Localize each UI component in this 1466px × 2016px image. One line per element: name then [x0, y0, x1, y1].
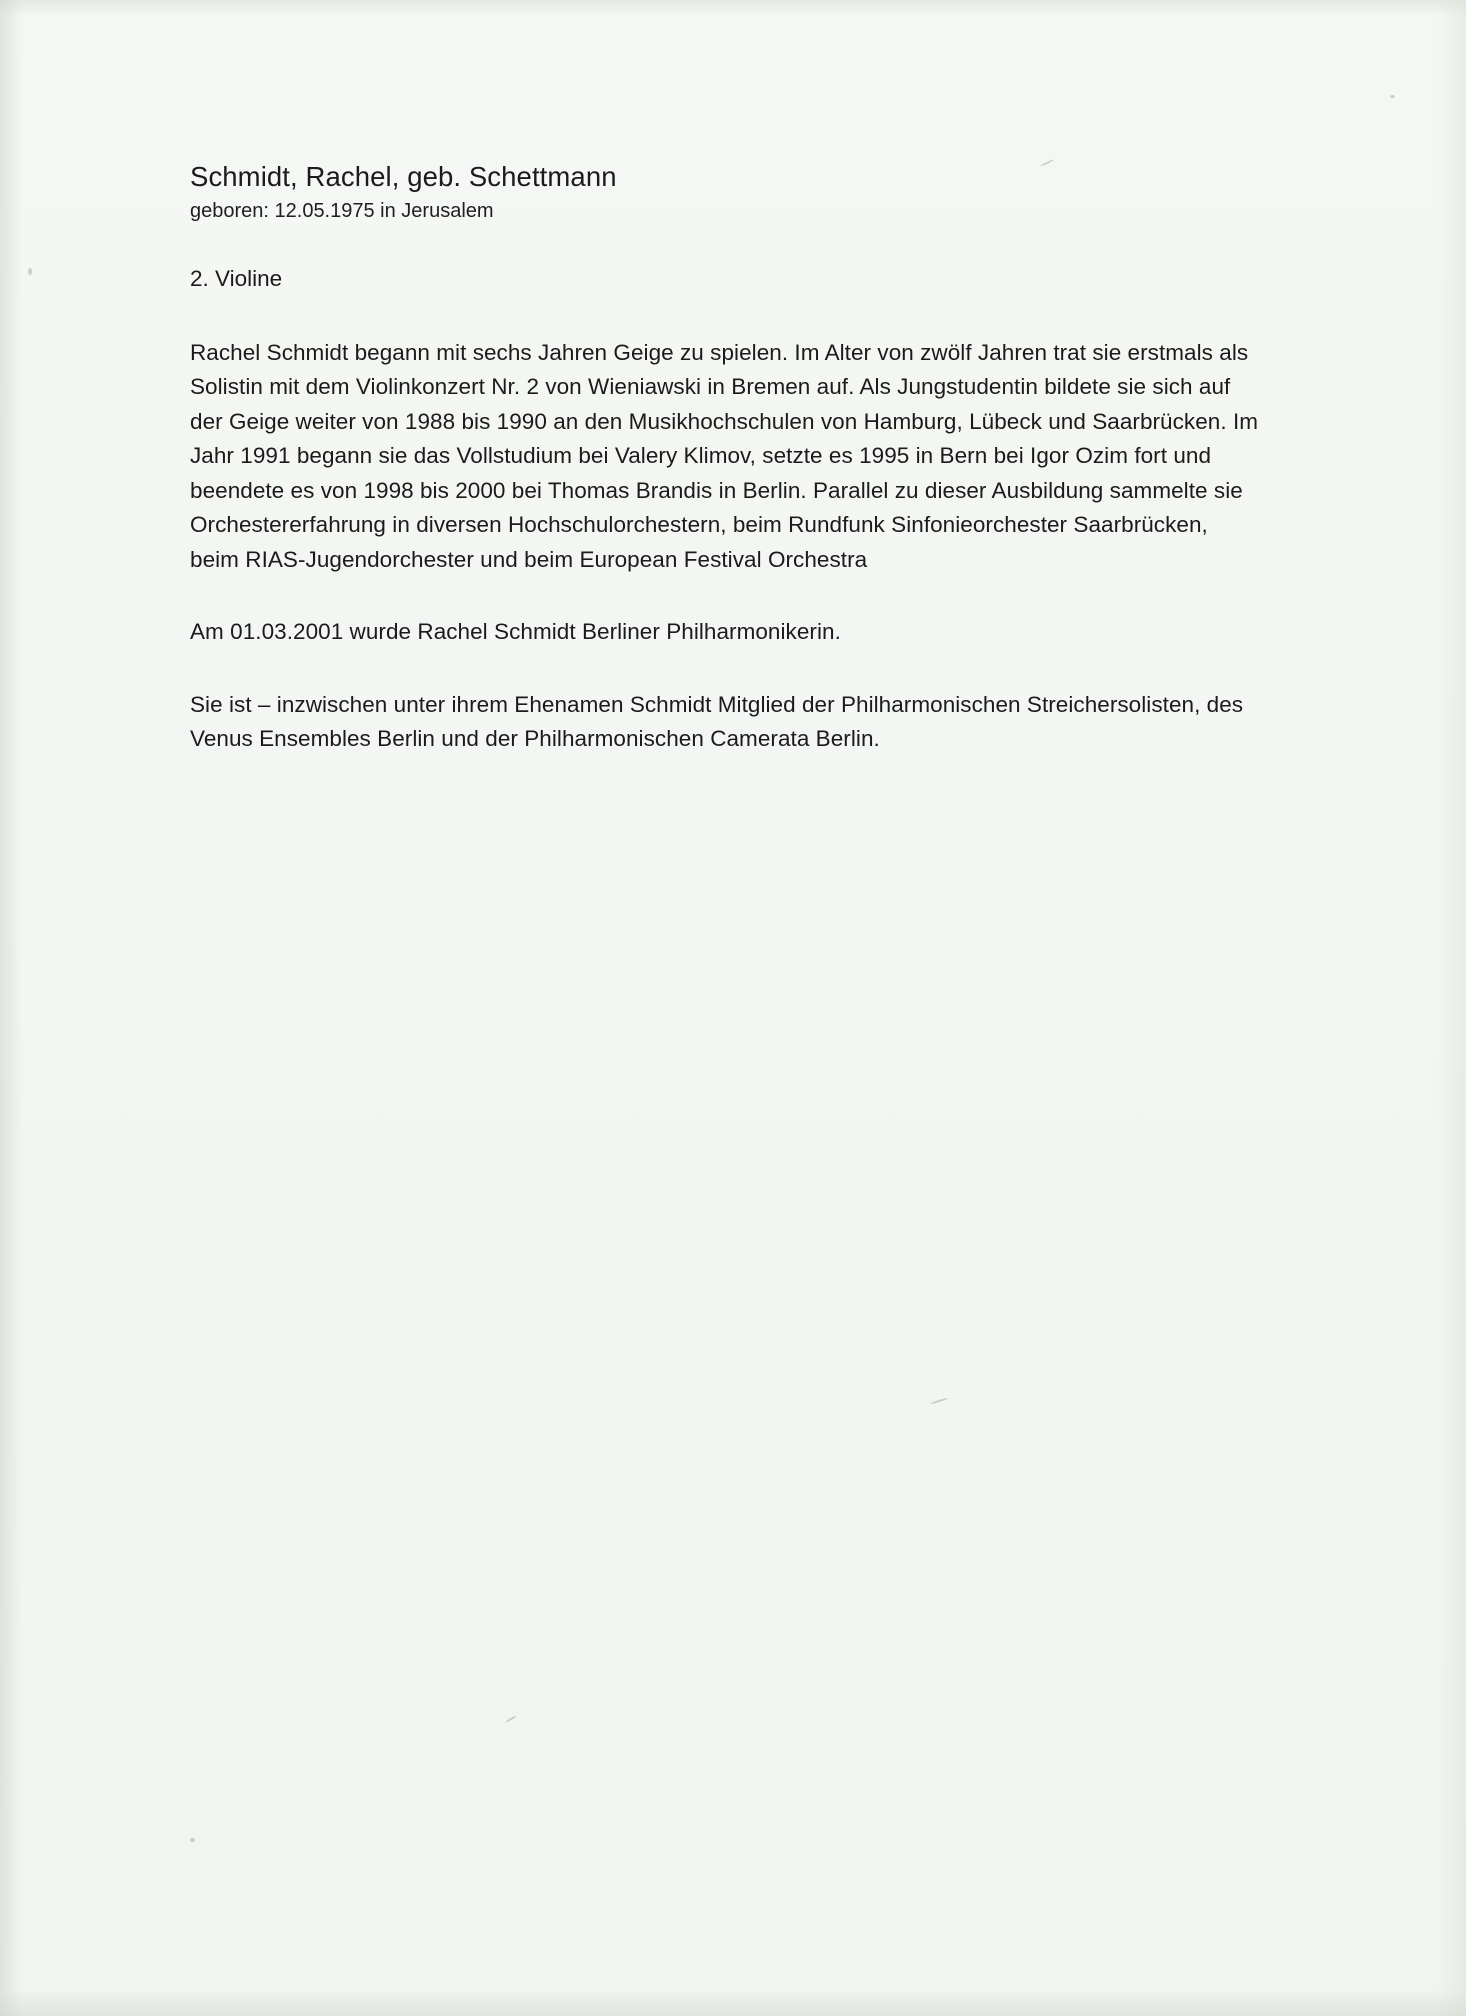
biography-paragraph-1: Rachel Schmidt begann mit sechs Jahren Geige zu spielen. Im Alter von zwölf Jahren trat sie erstmals als Solistin mit dem Violinkonzert Nr. 2 von Wieniawski in Bremen auf. Als Jungstudentin bildete sie sich auf der Geige weiter von 1988 bis 1990 an den Musikhochschulen von Hamburg, Lübeck und Saarbrücken. Im Jahr 1991 begann sie das Vollstudium bei Valery Klimov, setzte es 1995 in Bern bei Igor Ozim fort und beendete es von 1998 bis 2000 bei Thomas Brandis in Berlin. Parallel zu dieser Ausbildung sammelte sie Orchestererfahrung in diversen Hochschulorchestern, beim Rundfunk Sinfonieorchester Saarbrücken, beim RIAS-Jugendorchester und beim European Festival Orchestra — [190, 339, 1259, 572]
page-title: Schmidt, Rachel, geb. Schettmann — [190, 161, 617, 192]
scan-speck — [1390, 95, 1395, 98]
document-body — [190, 160, 1260, 757]
scan-edge-left — [0, 0, 22, 2016]
instrument-role: 2. Violine — [190, 266, 283, 292]
scan-edge-right — [1436, 0, 1466, 2016]
scan-edge-bottom — [0, 1990, 1466, 2016]
biography-paragraph-3: Sie ist – inzwischen unter ihrem Ehenamen Schmidt Mitglied der Philharmonischen Streichersolisten, des Venus Ensembles Berlin und der Philharmonischen Camerata Berlin. — [190, 691, 1244, 752]
scan-speck — [930, 1397, 948, 1404]
scan-edge-top — [0, 0, 1466, 16]
scan-speck — [190, 1838, 195, 1842]
birth-info: geboren: 12.05.1975 in Jerusalem — [190, 200, 494, 223]
scan-speck — [505, 1715, 516, 1723]
biography-paragraph-2: Am 01.03.2001 wurde Rachel Schmidt Berliner Philharmonikerin. — [190, 619, 841, 645]
scan-speck — [28, 268, 32, 275]
